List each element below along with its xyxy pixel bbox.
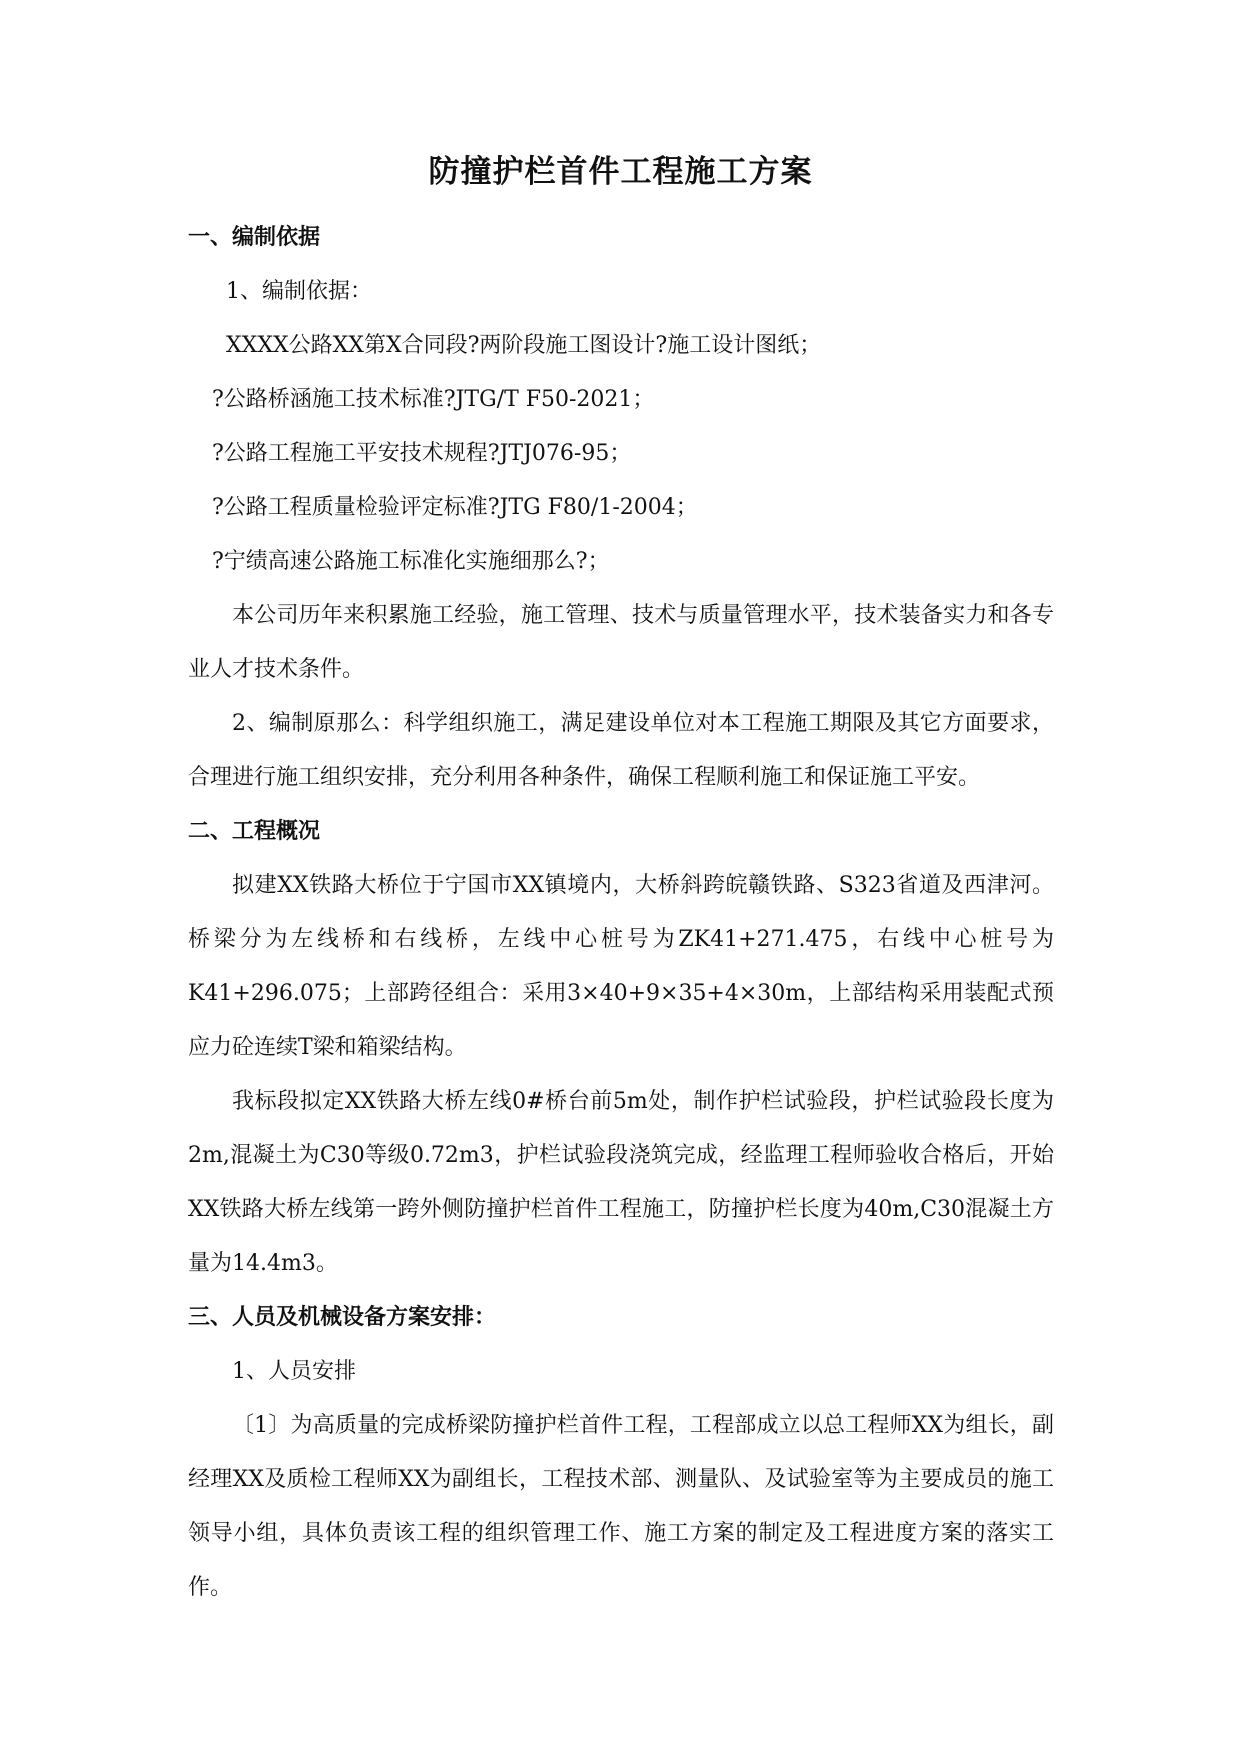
paragraph-basis-title: 1、编制依据： — [226, 279, 372, 304]
paragraph-standard-bridge: ?公路桥涵施工技术标准?JTG/T F50-2021； — [212, 387, 655, 412]
paragraph-leadership-group: 〔1〕为高质量的完成桥梁防撞护栏首件工程，工程部成立以总工程师XX为组长，副经理XX及质检工程师XX为副组长，工程技术部、测量队、及试验室等为主要成员的施工领导小组，具体负责该工程的组织管理工作、施工方案的制定及工程进度方案的落实工作。 — [188, 1413, 1054, 1600]
paragraph-standard-highway: ?宁绩高速公路施工标准化实施细那么?； — [212, 549, 610, 574]
section-heading-basis: 一、编制依据 — [188, 225, 321, 250]
paragraph-design-drawings: XXXX公路XX第X合同段?两阶段施工图设计?施工设计图纸； — [226, 333, 822, 358]
paragraph-principles: 2、编制原那么：科学组织施工，满足建设单位对本工程施工期限及其它方面要求，合理进行施工组织安排，充分利用各种条件，确保工程顺利施工和保证施工平安。 — [188, 711, 1054, 790]
paragraph-company-experience: 本公司历年来积累施工经验，施工管理、技术与质量管理水平，技术装备实力和各专业人才技术条件。 — [188, 603, 1054, 682]
section-heading-personnel: 三、人员及机械设备方案安排： — [188, 1305, 497, 1330]
paragraph-personnel-title: 1、人员安排 — [232, 1359, 356, 1384]
paragraph-bridge-location: 拟建XX铁路大桥位于宁国市XX镇境内，大桥斜跨皖赣铁路、S323省道及西津河。桥梁分为左线桥和右线桥，左线中心桩号为ZK41+271.475，右线中心桩号为K41+296.075；上部跨径组合：采用3×40+9×35+4×30m，上部结构采用装配式预应力砼连续T梁和箱梁结构。 — [188, 873, 1054, 1060]
paragraph-standard-safety: ?公路工程施工平安技术规程?JTJ076-95； — [212, 441, 632, 466]
paragraph-standard-quality: ?公路工程质量检验评定标准?JTG F80/1-2004； — [212, 495, 698, 520]
paragraph-test-section: 我标段拟定XX铁路大桥左线0#桥台前5m处，制作护栏试验段，护栏试验段长度为2m,混凝土为C30等级0.72m3，护栏试验段浇筑完成，经监理工程师验收合格后，开始XX铁路大桥左线第一跨外侧防撞护栏首件工程施工，防撞护栏长度为40m,C30混凝土方量为14.4m3。 — [188, 1089, 1054, 1276]
document-title: 防撞护栏首件工程施工方案 — [428, 154, 813, 190]
section-heading-overview: 二、工程概况 — [188, 819, 321, 844]
document-body — [188, 211, 1054, 1615]
